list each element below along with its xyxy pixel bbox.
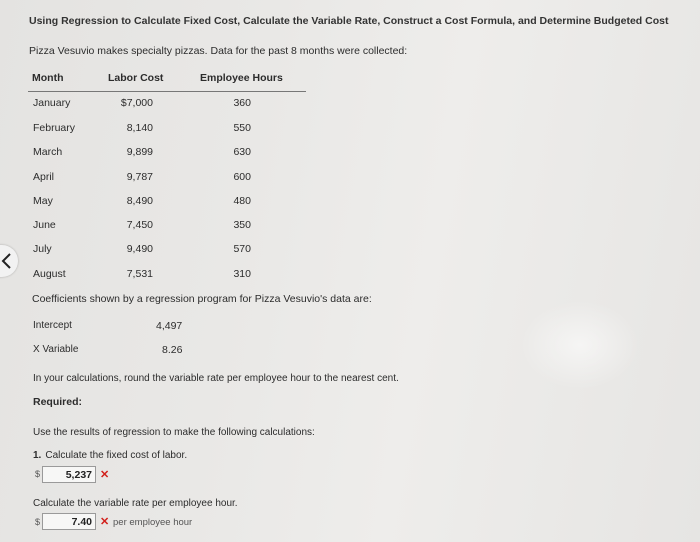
question-1 [33,450,187,461]
header-employee-hours: Employee Hours [200,72,283,84]
cell-employee-hours: 480 [233,195,251,207]
cell-month: February [33,122,76,134]
cell-month: May [33,195,53,207]
incorrect-icon: ✕ [100,469,110,481]
problem-title: Using Regression to Calculate Fixed Cost, Calculate the Variable Rate, Construct a Cost Formula, and Determine Budgeted Cost [29,15,669,27]
question-1-text: Calculate the fixed cost of labor. [45,450,188,461]
unit-label: per employee hour [113,517,193,528]
cell-employee-hours: 570 [233,243,251,255]
cell-labor-cost: 7,531 [126,268,153,280]
cell-employee-hours: 600 [233,171,251,183]
cell-month: July [33,243,52,255]
question-1-number: 1. [33,450,42,461]
intercept-label: Intercept [33,320,72,331]
cell-labor-cost: 9,899 [126,146,153,158]
instructions-text: Use the results of regression to make the following calculations: [33,427,315,438]
header-divider [28,91,306,92]
variable-rate-input[interactable]: 7.40 [42,513,96,530]
cell-labor-cost: 9,490 [126,243,153,255]
table-row [0,171,400,187]
table-row [0,243,400,259]
rounding-instruction: In your calculations, round the variable rate per employee hour to the nearest cent. [33,373,399,384]
table-row [0,268,400,284]
table-row [0,97,400,113]
header-month: Month [32,72,64,84]
table-row [0,122,400,138]
question-2-text: Calculate the variable rate per employee hour. [33,498,238,509]
table-row [0,146,400,162]
table-row [0,195,400,211]
required-heading: Required: [33,396,83,408]
cell-labor-cost: $7,000 [120,97,153,109]
cell-month: January [33,97,71,109]
cell-employee-hours: 310 [233,268,251,280]
cell-employee-hours: 360 [233,97,251,109]
coefficients-text: Coefficients shown by a regression program for Pizza Vesuvio's data are: [32,293,372,305]
cell-month: June [33,219,56,231]
problem-intro: Pizza Vesuvio makes specialty pizzas. Data for the past 8 months were collected: [29,45,408,57]
fixed-cost-input[interactable]: 5,237 [42,466,96,483]
cell-employee-hours: 630 [233,146,251,158]
cell-labor-cost: 7,450 [126,219,153,231]
header-labor-cost: Labor Cost [108,72,164,84]
table-row [0,219,400,235]
cell-month: March [33,146,63,158]
currency-symbol: $ [35,469,41,479]
cell-employee-hours: 550 [233,122,251,134]
x-variable-value: 8.26 [162,344,183,356]
cell-employee-hours: 350 [233,219,251,231]
cell-labor-cost: 8,140 [126,122,153,134]
x-variable-label: X Variable [33,344,79,355]
incorrect-icon: ✕ [100,516,110,528]
currency-symbol: $ [35,517,41,527]
screen-glare [520,300,640,390]
intercept-value: 4,497 [156,320,183,332]
cell-month: August [33,268,66,280]
cell-labor-cost: 8,490 [126,195,153,207]
cell-month: April [33,171,55,183]
cell-labor-cost: 9,787 [126,171,153,183]
